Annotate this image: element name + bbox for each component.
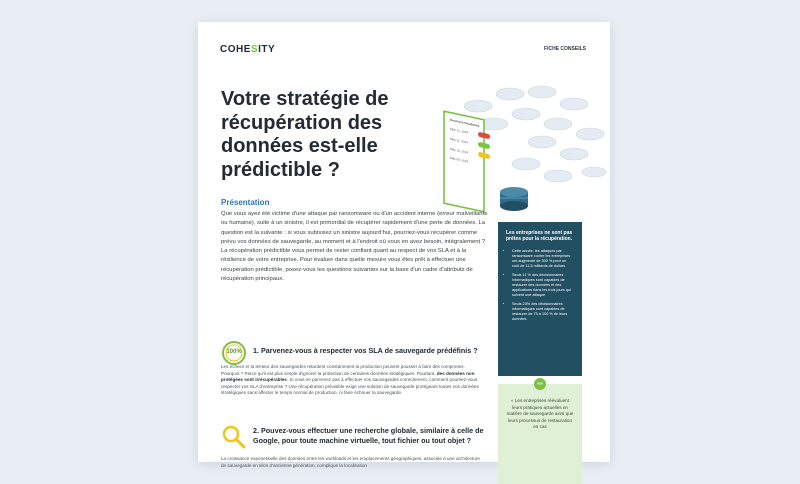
stats-sidebar	[498, 222, 582, 376]
recovery-row: May 12, 2024	[450, 126, 490, 140]
quote-text: « Les entreprises réévaluent leurs pratiques actuelles en matière de sauvegarde ainsi que leurs processus de restauration en cas	[506, 398, 574, 430]
cohesity-logo	[220, 44, 275, 55]
logo-text-end: ITY	[258, 44, 276, 55]
stats-sidebar-heading: Les entreprises ne sont pas prêtes pour la récupération.	[506, 230, 573, 243]
status-pill-green	[478, 142, 490, 150]
recovery-row: May 09, 2024	[450, 155, 469, 164]
intro-text	[221, 210, 489, 284]
recovery-row: May 11, 2024	[450, 136, 490, 150]
logo-text-start: COHE	[220, 44, 251, 55]
recovery-card-content	[450, 118, 490, 169]
question-1-body: Les échecs et la lenteur des sauvegardes retardent constamment la production peuvent pousser à faire des compromis. Pourquoi ? Parce qu'il est plus simple d'ignorer la protection de certaines données stratégiques. Pourtant, des données non protégées sont irrécupérables. Si vous ne parvenez pas à effectuer vos sauvegardes correctement, comment pourriez-vous respecter vos SLA d'entreprise ? Une récupération prévisible exige une solution de sauvegarde protégeant toutes vos données stratégiques sans affecter le temps normal de production, ni faire échouer la sauvegarde.	[221, 364, 479, 396]
magnifying-glass-icon	[221, 424, 247, 450]
status-pill-yellow	[478, 152, 490, 160]
question-2-title: 2. Pouvez-vous effectuer une recherche globale, similaire à celle de Google, pour toute machine virtuelle, tout fichier ou tout objet ?	[253, 426, 484, 445]
question-1-emphasis: des données non protégées sont irrécupérables	[221, 370, 475, 383]
document-page	[198, 22, 610, 468]
question-2-body: La croissance exponentielle des données entre les workloads et les emplacements géographiques, associée à une architecture de sauvegarde en silos d'ancienne génération, complique la localisation	[221, 456, 480, 468]
logo-mark: S	[250, 44, 259, 55]
page-title: Votre stratégie de récupération des données est-elle prédictible ?	[221, 88, 389, 181]
quote-icon: «»	[534, 378, 546, 390]
intro-paragraph-1: Que vous ayez été victime d'une attaque par ransomware ou d'un accident interne (erreur malveillante ou humaine), suite à un sinistre, il est primordial de récupérer rapidement d'une perte de données. La question est la suivante : si vous subissiez un sinistre aujourd'hui, pourriez-vous récupérer comme prévu vos données de sauvegarde, au moment et à l'endroit où vous en avez besoin, intégralement ?	[221, 211, 488, 245]
stat-item: • Seuls 23% des décisionnaires informatiques sont capables de restaurer de 75 à 100 % de leurs données	[512, 302, 574, 323]
stat-item: • Seuls 11 % des décisionnaires informatiques sont capables de restaurer des données et des applications dans les trois jours qui suivent une attaque	[512, 273, 574, 299]
status-pill-red	[478, 132, 490, 140]
section-heading: Présentation	[221, 198, 270, 207]
badge-label: 100%	[226, 349, 242, 355]
stats-list	[498, 249, 582, 323]
recovery-card-title: Recovery Readiness	[450, 117, 480, 128]
recovery-row: May 10, 2024	[450, 146, 490, 160]
question-1-title: 1. Parvenez-vous à respecter vos SLA de sauvegarde prédéfinis ?	[253, 346, 478, 355]
intro-paragraph-2: La récupération prédictible vous permet de rester confiant quant au respect de vos SLA et à la résilience de votre entreprise. Pour évaluer dans quelle mesure vous êtes prêt à effectuer une récupération prédictible, posez-vous les questions suivantes sur la base d'un cadre d'attributs de récupération principaux.	[221, 248, 473, 283]
quote-box	[498, 381, 582, 484]
document-tag: FICHE CONSEILS	[544, 46, 586, 52]
stat-item: • Cette année, les attaques par ransomware contre les entreprises ont augmenté de 300 % pour un coût de 11,5 milliards de dollars	[512, 249, 574, 270]
